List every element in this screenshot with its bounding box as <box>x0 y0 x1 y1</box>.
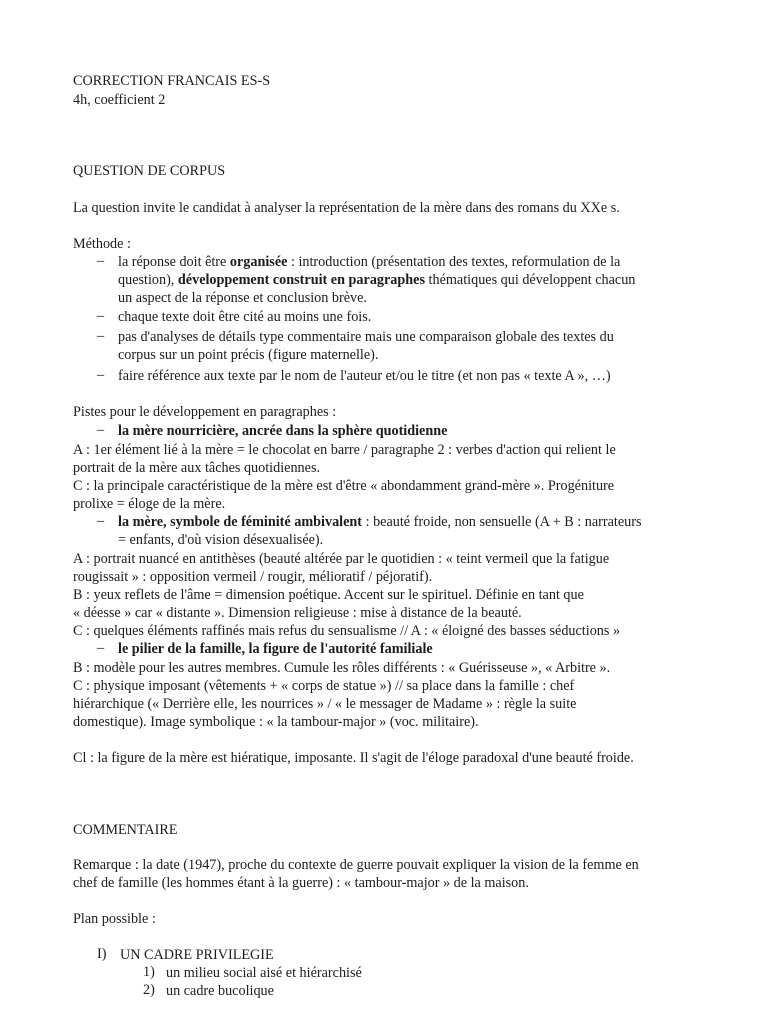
piste-3-text-c-end: domestique). Image symbolique : « la tambour-major » (voc. militaire). <box>73 714 479 730</box>
plan-label: Plan possible : <box>73 911 156 927</box>
plan-sub-2: un cadre bucolique <box>166 983 274 999</box>
piste-2-text-b-cont: « déesse » car « distante ». Dimension religieuse : mise à distance de la beauté. <box>73 605 522 621</box>
bullet-dash: – <box>97 513 105 529</box>
bullet-dash: – <box>97 308 105 324</box>
bullet-dash: – <box>97 253 105 269</box>
piste-2-title-cont: = enfants, d'où vision désexualisée). <box>118 532 324 548</box>
piste-1-text-c: C : la principale caractéristique de la mère est d'être « abondamment grand-mère ». Progéniture <box>73 478 615 494</box>
piste-1-text-a: A : 1er élément lié à la mère = le chocolat en barre / paragraphe 2 : verbes d'action qui relient le <box>73 442 616 458</box>
corpus-intro: La question invite le candidat à analyser la représentation de la mère dans des romans du XXe s. <box>73 200 620 216</box>
pistes-label: Pistes pour le développement en paragraphes : <box>73 404 337 420</box>
plan-sub-1: un milieu social aisé et hiérarchisé <box>166 965 362 981</box>
piste-2-text-a: A : portrait nuancé en antithèses (beauté altérée par le quotidien : « teint vermeil que la fatigue <box>73 551 610 567</box>
remarque-text-cont: chef de famille (les hommes étant à la guerre) : « tambour-major » de la maison. <box>73 875 529 891</box>
methode-item-3-cont: corpus sur un point précis (figure maternelle). <box>118 347 379 363</box>
corpus-conclusion: Cl : la figure de la mère est hiératique, imposante. Il s'agit de l'éloge paradoxal d'une beauté froide. <box>73 750 634 766</box>
bullet-dash: – <box>97 367 105 383</box>
methode-item-1-cont: question), développement construit en paragraphes thématiques qui développent chacun <box>118 272 636 288</box>
piste-3-text-b: B : modèle pour les autres membres. Cumule les rôles différents : « Guérisseuse », « Arbitre ». <box>73 660 611 676</box>
plan-part-1-title: UN CADRE PRIVILEGIE <box>120 947 274 963</box>
piste-2-text-c: C : quelques éléments raffinés mais refus du sensualisme // A : « éloigné des basses séductions » <box>73 623 621 639</box>
piste-1-title: la mère nourricière, ancrée dans la sphère quotidienne <box>118 423 448 439</box>
remarque-text: Remarque : la date (1947), proche du contexte de guerre pouvait expliquer la vision de la femme en <box>73 857 639 873</box>
piste-3-text-c: C : physique imposant (vêtements + « corps de statue ») // sa place dans la famille : chef <box>73 678 575 694</box>
bullet-dash: – <box>97 422 105 438</box>
plan-sub-number: 1) <box>143 964 155 980</box>
piste-3-text-c-cont: hiérarchique (« Derrière elle, les nourrices » / « le messager de Madame » : règle la suite <box>73 696 577 712</box>
piste-2-text-a-cont: rougissait » : opposition vermeil / rougir, mélioratif / péjoratif). <box>73 569 433 585</box>
section-heading-corpus: QUESTION DE CORPUS <box>73 163 226 179</box>
piste-2-title: la mère, symbole de féminité ambivalent : beauté froide, non sensuelle (A + B : narrateurs <box>118 514 642 530</box>
piste-2-text-b: B : yeux reflets de l'âme = dimension poétique. Accent sur le spirituel. Définie en tant que <box>73 587 584 603</box>
methode-label: Méthode : <box>73 236 131 252</box>
piste-3-title: le pilier de la famille, la figure de l'autorité familiale <box>118 641 433 657</box>
bullet-dash: – <box>97 328 105 344</box>
document-title: CORRECTION FRANCAIS ES-S <box>73 73 271 89</box>
plan-part-number: I) <box>97 946 107 962</box>
bullet-dash: – <box>97 640 105 656</box>
methode-item-3: pas d'analyses de détails type commentaire mais une comparaison globale des textes du <box>118 329 614 345</box>
plan-sub-number: 2) <box>143 982 155 998</box>
piste-1-text-a-cont: portrait de la mère aux tâches quotidiennes. <box>73 460 321 476</box>
piste-1-text-c-cont: prolixe = éloge de la mère. <box>73 496 226 512</box>
section-heading-commentaire: COMMENTAIRE <box>73 822 178 838</box>
methode-item-1-end: un aspect de la réponse et conclusion brève. <box>118 290 367 306</box>
methode-item-1: la réponse doit être organisée : introduction (présentation des textes, reformulation de la <box>118 254 621 270</box>
methode-item-4: faire référence aux texte par le nom de l'auteur et/ou le titre (et non pas « texte A », …) <box>118 368 611 384</box>
methode-item-2: chaque texte doit être cité au moins une fois. <box>118 309 372 325</box>
exam-duration: 4h, coefficient 2 <box>73 92 166 108</box>
